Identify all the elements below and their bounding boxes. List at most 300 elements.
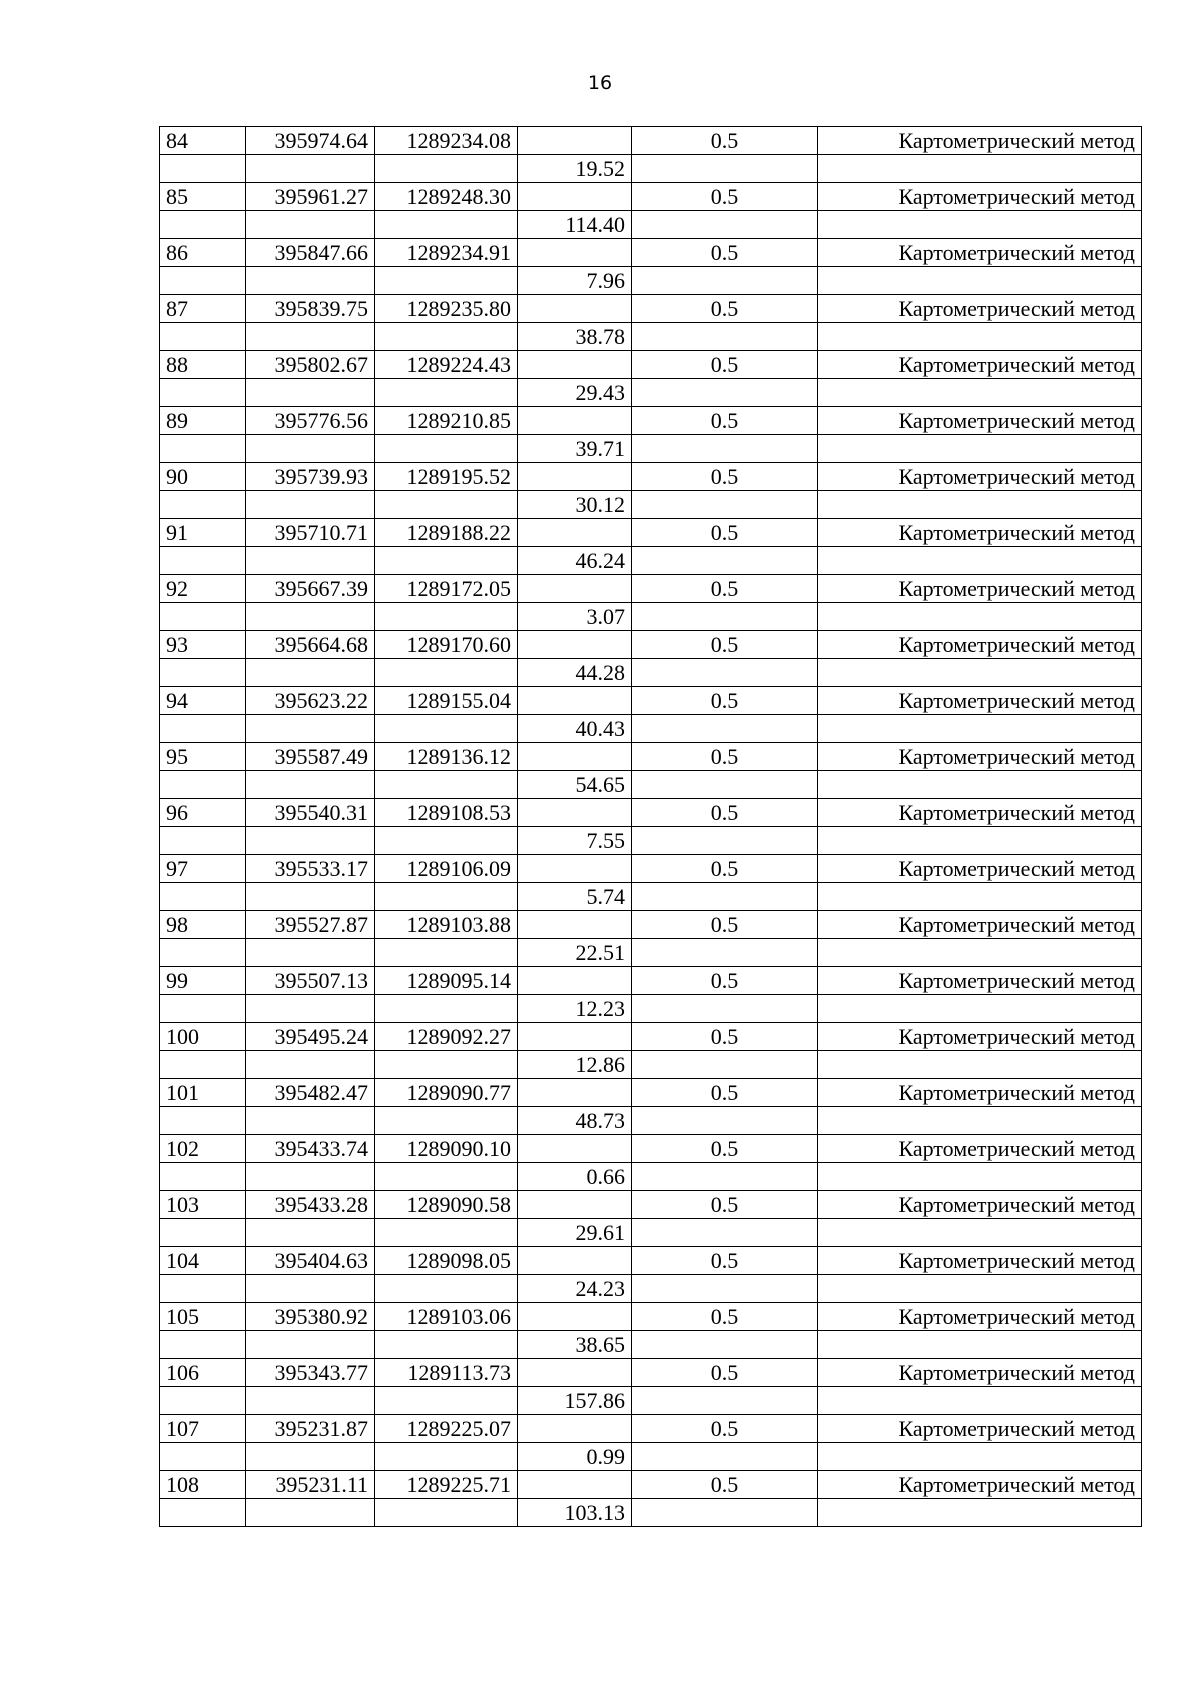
point-number: 99 [160,967,246,995]
empty-cell [246,771,375,799]
distance-empty [518,1359,632,1387]
x-coordinate: 395961.27 [246,183,375,211]
point-row [160,1023,1142,1051]
y-coordinate: 1289155.04 [375,687,518,715]
y-coordinate: 1289090.10 [375,1135,518,1163]
x-coordinate: 395847.66 [246,239,375,267]
distance-empty [518,463,632,491]
point-number: 89 [160,407,246,435]
distance-row [160,1331,1142,1359]
point-row [160,1471,1142,1499]
distance-empty [518,127,632,155]
method-label: Картометрический метод [818,1415,1142,1443]
y-coordinate: 1289225.71 [375,1471,518,1499]
accuracy-value: 0.5 [632,1191,818,1219]
distance-value: 103.13 [518,1499,632,1527]
point-row [160,127,1142,155]
empty-cell [246,1331,375,1359]
empty-cell [818,827,1142,855]
distance-row [160,267,1142,295]
y-coordinate: 1289172.05 [375,575,518,603]
accuracy-value: 0.5 [632,1471,818,1499]
coordinates-table [159,126,1142,1527]
empty-cell [375,435,518,463]
point-row [160,911,1142,939]
point-row [160,575,1142,603]
point-row [160,743,1142,771]
empty-cell [632,939,818,967]
distance-row [160,1275,1142,1303]
y-coordinate: 1289108.53 [375,799,518,827]
empty-cell [632,883,818,911]
empty-cell [160,323,246,351]
distance-row [160,491,1142,519]
distance-value: 39.71 [518,435,632,463]
x-coordinate: 395776.56 [246,407,375,435]
empty-cell [375,939,518,967]
point-row [160,1303,1142,1331]
distance-empty [518,1079,632,1107]
method-label: Картометрический метод [818,1303,1142,1331]
method-label: Картометрический метод [818,1191,1142,1219]
distance-value: 29.43 [518,379,632,407]
empty-cell [818,771,1142,799]
distance-value: 22.51 [518,939,632,967]
distance-row [160,715,1142,743]
x-coordinate: 395839.75 [246,295,375,323]
empty-cell [818,1275,1142,1303]
empty-cell [632,323,818,351]
accuracy-value: 0.5 [632,1023,818,1051]
distance-value: 46.24 [518,547,632,575]
empty-cell [818,603,1142,631]
empty-cell [632,603,818,631]
accuracy-value: 0.5 [632,463,818,491]
empty-cell [160,435,246,463]
y-coordinate: 1289248.30 [375,183,518,211]
distance-empty [518,183,632,211]
method-label: Картометрический метод [818,295,1142,323]
empty-cell [632,1499,818,1527]
method-label: Картометрический метод [818,1079,1142,1107]
empty-cell [246,715,375,743]
page-number: 16 [587,72,613,94]
point-number: 87 [160,295,246,323]
distance-empty [518,631,632,659]
distance-row [160,1387,1142,1415]
point-row [160,463,1142,491]
empty-cell [375,267,518,295]
method-label: Картометрический метод [818,1135,1142,1163]
point-number: 97 [160,855,246,883]
empty-cell [375,995,518,1023]
distance-row [160,995,1142,1023]
empty-cell [160,603,246,631]
point-number: 84 [160,127,246,155]
empty-cell [160,155,246,183]
distance-empty [518,407,632,435]
method-label: Картометрический метод [818,183,1142,211]
distance-empty [518,687,632,715]
empty-cell [818,1331,1142,1359]
point-row [160,351,1142,379]
accuracy-value: 0.5 [632,351,818,379]
empty-cell [246,379,375,407]
empty-cell [632,1387,818,1415]
empty-cell [375,827,518,855]
distance-value: 44.28 [518,659,632,687]
accuracy-value: 0.5 [632,1079,818,1107]
distance-value: 24.23 [518,1275,632,1303]
y-coordinate: 1289136.12 [375,743,518,771]
empty-cell [246,1107,375,1135]
empty-cell [632,547,818,575]
point-number: 85 [160,183,246,211]
y-coordinate: 1289170.60 [375,631,518,659]
empty-cell [160,1331,246,1359]
empty-cell [375,715,518,743]
y-coordinate: 1289113.73 [375,1359,518,1387]
x-coordinate: 395587.49 [246,743,375,771]
method-label: Картометрический метод [818,687,1142,715]
empty-cell [375,155,518,183]
method-label: Картометрический метод [818,911,1142,939]
accuracy-value: 0.5 [632,911,818,939]
point-row [160,631,1142,659]
distance-row [160,1107,1142,1135]
accuracy-value: 0.5 [632,519,818,547]
method-label: Картометрический метод [818,743,1142,771]
point-number: 104 [160,1247,246,1275]
empty-cell [375,603,518,631]
empty-cell [632,659,818,687]
point-row [160,855,1142,883]
empty-cell [632,1275,818,1303]
y-coordinate: 1289095.14 [375,967,518,995]
method-label: Картометрический метод [818,1247,1142,1275]
point-row [160,799,1142,827]
empty-cell [632,1051,818,1079]
distance-value: 48.73 [518,1107,632,1135]
distance-empty [518,519,632,547]
y-coordinate: 1289103.88 [375,911,518,939]
empty-cell [246,1275,375,1303]
empty-cell [375,1051,518,1079]
empty-cell [246,827,375,855]
point-row [160,1191,1142,1219]
method-label: Картометрический метод [818,127,1142,155]
x-coordinate: 395623.22 [246,687,375,715]
y-coordinate: 1289235.80 [375,295,518,323]
y-coordinate: 1289224.43 [375,351,518,379]
x-coordinate: 395533.17 [246,855,375,883]
y-coordinate: 1289090.58 [375,1191,518,1219]
empty-cell [818,715,1142,743]
distance-empty [518,295,632,323]
empty-cell [818,1163,1142,1191]
method-label: Картометрический метод [818,855,1142,883]
distance-value: 38.65 [518,1331,632,1359]
y-coordinate: 1289106.09 [375,855,518,883]
point-number: 86 [160,239,246,267]
empty-cell [246,995,375,1023]
empty-cell [246,603,375,631]
distance-row [160,155,1142,183]
y-coordinate: 1289188.22 [375,519,518,547]
empty-cell [818,659,1142,687]
empty-cell [246,547,375,575]
accuracy-value: 0.5 [632,687,818,715]
distance-empty [518,1303,632,1331]
distance-empty [518,743,632,771]
empty-cell [818,883,1142,911]
accuracy-value: 0.5 [632,1359,818,1387]
distance-empty [518,575,632,603]
empty-cell [632,379,818,407]
distance-value: 3.07 [518,603,632,631]
empty-cell [375,1275,518,1303]
point-number: 93 [160,631,246,659]
empty-cell [246,1387,375,1415]
empty-cell [818,323,1142,351]
empty-cell [375,211,518,239]
empty-cell [375,547,518,575]
method-label: Картометрический метод [818,1471,1142,1499]
empty-cell [246,435,375,463]
distance-row [160,1051,1142,1079]
accuracy-value: 0.5 [632,799,818,827]
empty-cell [632,267,818,295]
empty-cell [375,1219,518,1247]
empty-cell [375,1107,518,1135]
distance-empty [518,1415,632,1443]
empty-cell [160,1051,246,1079]
accuracy-value: 0.5 [632,743,818,771]
x-coordinate: 395343.77 [246,1359,375,1387]
coordinates-table-body [160,127,1142,1527]
y-coordinate: 1289090.77 [375,1079,518,1107]
accuracy-value: 0.5 [632,183,818,211]
empty-cell [375,1331,518,1359]
distance-row [160,547,1142,575]
empty-cell [375,323,518,351]
method-label: Картометрический метод [818,351,1142,379]
method-label: Картометрический метод [818,407,1142,435]
x-coordinate: 395710.71 [246,519,375,547]
distance-row [160,1499,1142,1527]
point-row [160,407,1142,435]
empty-cell [818,379,1142,407]
point-number: 94 [160,687,246,715]
point-number: 100 [160,1023,246,1051]
x-coordinate: 395495.24 [246,1023,375,1051]
empty-cell [375,883,518,911]
distance-empty [518,1191,632,1219]
method-label: Картометрический метод [818,631,1142,659]
empty-cell [818,1499,1142,1527]
distance-row [160,1219,1142,1247]
empty-cell [160,1443,246,1471]
distance-row [160,771,1142,799]
point-number: 90 [160,463,246,491]
distance-empty [518,799,632,827]
empty-cell [375,379,518,407]
empty-cell [632,155,818,183]
point-row [160,1247,1142,1275]
distance-row [160,939,1142,967]
point-number: 95 [160,743,246,771]
empty-cell [160,1219,246,1247]
distance-row [160,435,1142,463]
x-coordinate: 395802.67 [246,351,375,379]
empty-cell [246,1443,375,1471]
point-row [160,687,1142,715]
empty-cell [632,435,818,463]
empty-cell [160,547,246,575]
empty-cell [160,379,246,407]
distance-row [160,211,1142,239]
accuracy-value: 0.5 [632,1247,818,1275]
distance-value: 29.61 [518,1219,632,1247]
y-coordinate: 1289092.27 [375,1023,518,1051]
empty-cell [632,491,818,519]
distance-value: 5.74 [518,883,632,911]
empty-cell [160,939,246,967]
distance-empty [518,1247,632,1275]
x-coordinate: 395667.39 [246,575,375,603]
empty-cell [246,1219,375,1247]
method-label: Картометрический метод [818,799,1142,827]
empty-cell [246,939,375,967]
x-coordinate: 395404.63 [246,1247,375,1275]
point-number: 102 [160,1135,246,1163]
accuracy-value: 0.5 [632,575,818,603]
y-coordinate: 1289225.07 [375,1415,518,1443]
distance-row [160,827,1142,855]
point-row [160,1135,1142,1163]
empty-cell [246,491,375,519]
empty-cell [160,771,246,799]
point-number: 107 [160,1415,246,1443]
empty-cell [375,1443,518,1471]
empty-cell [632,211,818,239]
x-coordinate: 395482.47 [246,1079,375,1107]
point-row [160,1415,1142,1443]
accuracy-value: 0.5 [632,239,818,267]
empty-cell [375,491,518,519]
empty-cell [160,883,246,911]
empty-cell [375,771,518,799]
point-number: 91 [160,519,246,547]
method-label: Картометрический метод [818,967,1142,995]
empty-cell [246,323,375,351]
point-row [160,1079,1142,1107]
distance-value: 40.43 [518,715,632,743]
point-row [160,295,1142,323]
method-label: Картометрический метод [818,463,1142,491]
empty-cell [818,1051,1142,1079]
empty-cell [160,1163,246,1191]
method-label: Картометрический метод [818,1023,1142,1051]
x-coordinate: 395540.31 [246,799,375,827]
distance-value: 114.40 [518,211,632,239]
accuracy-value: 0.5 [632,1135,818,1163]
distance-value: 0.99 [518,1443,632,1471]
distance-empty [518,911,632,939]
point-row [160,183,1142,211]
method-label: Картометрический метод [818,519,1142,547]
empty-cell [160,995,246,1023]
y-coordinate: 1289098.05 [375,1247,518,1275]
empty-cell [632,827,818,855]
empty-cell [818,491,1142,519]
empty-cell [632,771,818,799]
point-number: 105 [160,1303,246,1331]
point-row [160,967,1142,995]
accuracy-value: 0.5 [632,631,818,659]
empty-cell [375,1499,518,1527]
x-coordinate: 395974.64 [246,127,375,155]
empty-cell [632,1107,818,1135]
empty-cell [160,827,246,855]
empty-cell [818,547,1142,575]
empty-cell [246,1051,375,1079]
empty-cell [160,1387,246,1415]
accuracy-value: 0.5 [632,295,818,323]
empty-cell [246,883,375,911]
empty-cell [375,1163,518,1191]
point-number: 106 [160,1359,246,1387]
distance-empty [518,967,632,995]
distance-row [160,323,1142,351]
empty-cell [246,155,375,183]
point-row [160,519,1142,547]
distance-row [160,659,1142,687]
empty-cell [818,1107,1142,1135]
accuracy-value: 0.5 [632,407,818,435]
empty-cell [246,1499,375,1527]
empty-cell [246,211,375,239]
empty-cell [818,1443,1142,1471]
empty-cell [160,1275,246,1303]
x-coordinate: 395527.87 [246,911,375,939]
y-coordinate: 1289234.08 [375,127,518,155]
empty-cell [160,211,246,239]
empty-cell [818,1219,1142,1247]
accuracy-value: 0.5 [632,127,818,155]
empty-cell [818,995,1142,1023]
distance-value: 30.12 [518,491,632,519]
distance-row [160,379,1142,407]
empty-cell [632,995,818,1023]
distance-empty [518,351,632,379]
point-number: 88 [160,351,246,379]
accuracy-value: 0.5 [632,1415,818,1443]
distance-empty [518,855,632,883]
x-coordinate: 395664.68 [246,631,375,659]
distance-row [160,603,1142,631]
empty-cell [632,1219,818,1247]
x-coordinate: 395507.13 [246,967,375,995]
empty-cell [818,435,1142,463]
x-coordinate: 395739.93 [246,463,375,491]
empty-cell [632,1443,818,1471]
x-coordinate: 395231.11 [246,1471,375,1499]
empty-cell [160,267,246,295]
y-coordinate: 1289103.06 [375,1303,518,1331]
point-number: 92 [160,575,246,603]
empty-cell [375,659,518,687]
